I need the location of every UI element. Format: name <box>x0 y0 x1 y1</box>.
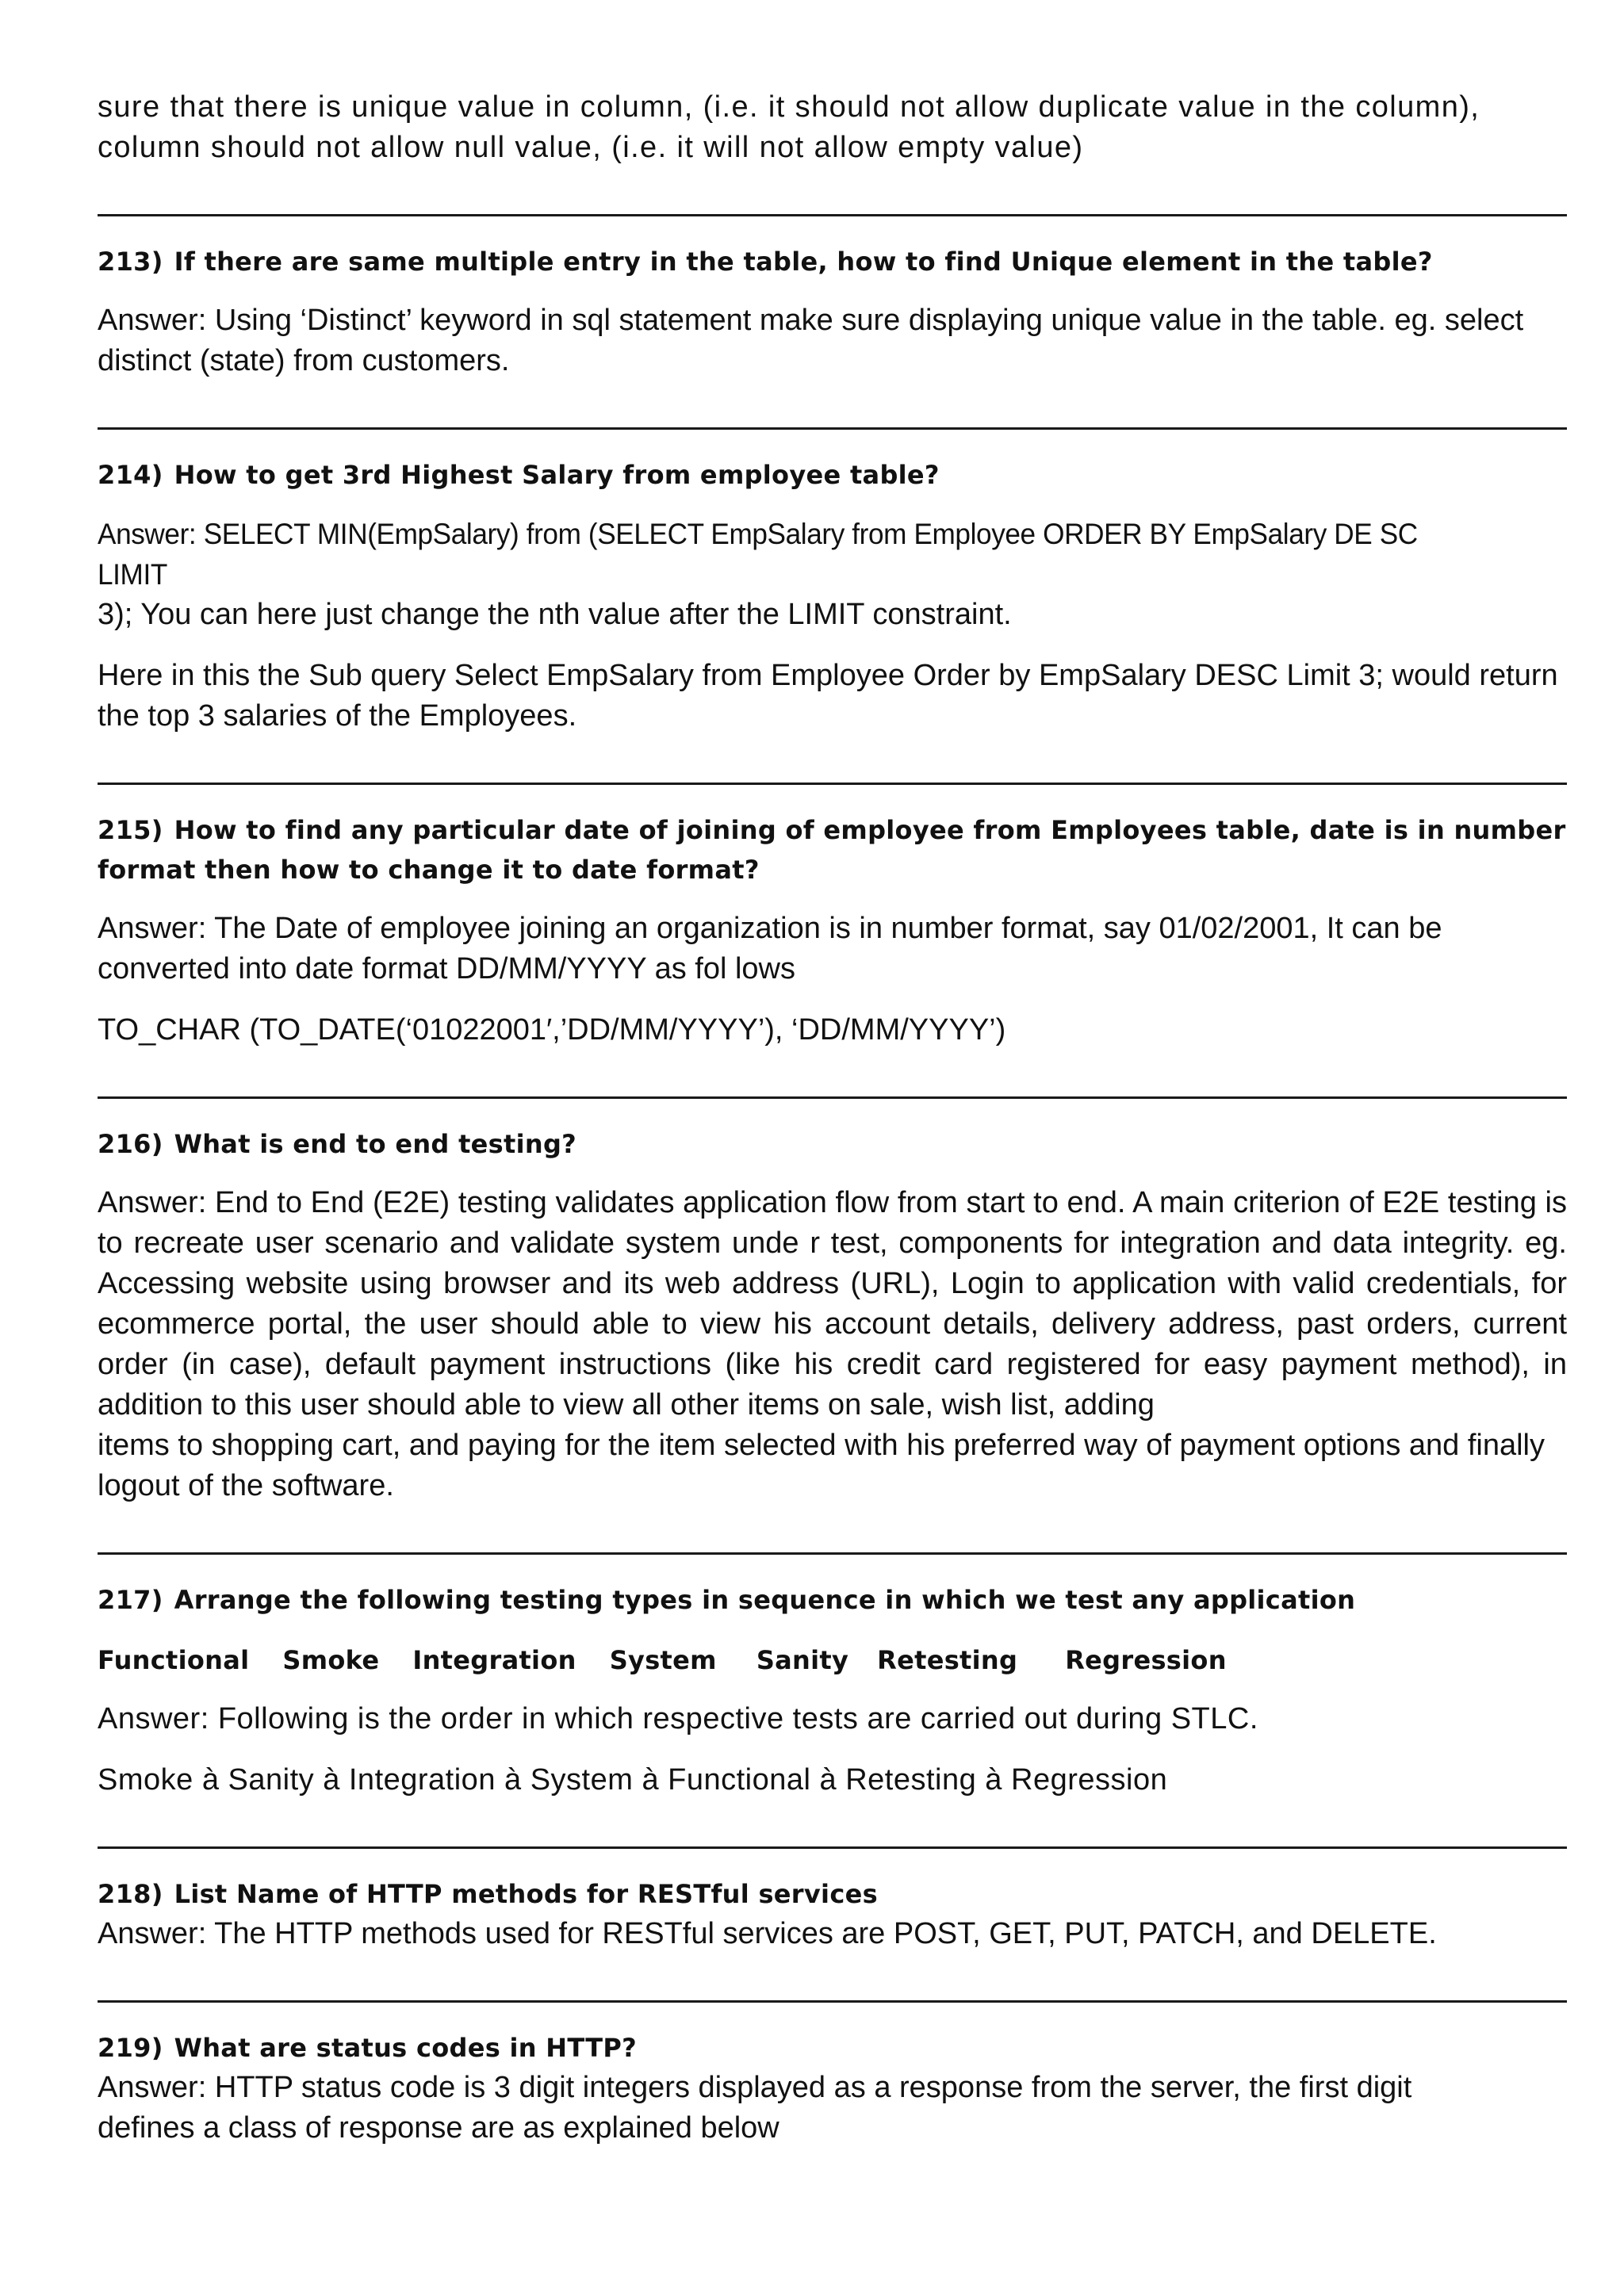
section-divider <box>98 1552 1567 1555</box>
question-215-heading <box>98 810 1567 890</box>
question-217-heading <box>98 1580 1567 1620</box>
testing-types-list <box>98 1640 1567 1680</box>
section-divider <box>98 2000 1567 2003</box>
answer-214-paragraph-2: Here in this the Sub query Select EmpSalary from Employee Order by EmpSalary DESC Limit 3; would return the top 3 salaries of the Employees. <box>98 659 1558 733</box>
answer-213: Answer: Using ‘Distinct’ keyword in sql statement make sure displaying unique value in the table. eg. select distinct (state) from customers. <box>98 304 1524 377</box>
question-218-heading <box>98 1874 1567 1914</box>
answer-217-sequence: Smoke à Sanity à Integration à System à Functional à Retesting à Regression <box>98 1763 1168 1797</box>
question-number: 215) <box>98 815 163 845</box>
answer-215-code: TO_CHAR (TO_DATE(‘01022001′,’DD/MM/YYYY’), ‘DD/MM/YYYY’) <box>98 1013 1006 1047</box>
testing-type: Retesting <box>877 1645 1018 1675</box>
question-219-heading <box>98 2028 1567 2068</box>
document-page <box>98 87 1567 2149</box>
answer-217: Answer: Following is the order in which respective tests are carried out during STLC. <box>98 1702 1258 1735</box>
testing-type: Sanity <box>756 1645 849 1675</box>
answer-218: Answer: The HTTP methods used for RESTful services are POST, GET, PUT, PATCH, and DELETE. <box>98 1917 1437 1950</box>
section-divider <box>98 427 1567 430</box>
question-text: What is end to end testing? <box>174 1129 577 1159</box>
answer-219-line-1: Answer: HTTP status code is 3 digit integers displayed as a response from the server, the first digit <box>98 2071 1412 2104</box>
question-number: 216) <box>98 1129 163 1159</box>
question-number: 217) <box>98 1585 163 1615</box>
section-divider <box>98 1096 1567 1099</box>
intro-line-2: column should not allow null value, (i.e. it will not allow empty value) <box>98 131 1084 164</box>
question-number: 214) <box>98 460 163 490</box>
question-text: If there are same multiple entry in the table, how to find Unique element in the table? <box>174 247 1433 277</box>
testing-type: System <box>609 1645 717 1675</box>
testing-type: Functional <box>98 1645 250 1675</box>
answer-219-line-2: defines a class of response are as explained below <box>98 2111 779 2145</box>
question-text: How to get 3rd Highest Salary from employee table? <box>174 460 940 490</box>
section-divider <box>98 1846 1567 1849</box>
answer-216-part-2: items to shopping cart, and paying for the item selected with his preferred way of payment options and finally logout of the software. <box>98 1429 1545 1502</box>
answer-214-line-2: 3); You can here just change the nth value after the LIMIT constraint. <box>98 598 1012 631</box>
question-text: List Name of HTTP methods for RESTful services <box>174 1879 878 1909</box>
question-text: Arrange the following testing types in sequence in which we test any application <box>174 1585 1356 1615</box>
question-216-heading <box>98 1124 1567 1164</box>
question-text: How to find any particular date of joining of employee from Employees table, date is in number format then how to change it to date format? <box>98 815 1566 885</box>
section-divider <box>98 783 1567 785</box>
question-number: 218) <box>98 1879 163 1909</box>
testing-type: Integration <box>412 1645 576 1675</box>
question-213-heading <box>98 242 1567 281</box>
question-text: What are status codes in HTTP? <box>174 2033 637 2063</box>
answer-214-line-1: Answer: SELECT MIN(EmpSalary) from (SELECT EmpSalary from Employee ORDER BY EmpSalary DE SC LIMIT <box>98 518 1418 591</box>
question-214-heading <box>98 455 1567 495</box>
answer-215: Answer: The Date of employee joining an organization is in number format, say 01/02/2001, It can be converted into date format DD/MM/YYYY as fol lows <box>98 912 1442 985</box>
answer-216-part-1: Answer: End to End (E2E) testing validates application flow from start to end. A main criterion of E2E testing is to recreate user scenario and validate system unde r test, components for integration and data integrity. eg. Accessing website using browser and its web address (URL), Login to application with valid credentials, for ecommerce portal, the user should able to view his account details, delivery address, past orders, current order (in case), default payment instructions (like his credit card registered for easy payment method), in addition to this user should able to view all other items on sale, wish list, adding <box>98 1186 1567 1422</box>
intro-line-1: sure that there is unique value in column, (i.e. it should not allow duplicate value in the column), <box>98 90 1480 124</box>
section-divider <box>98 214 1567 216</box>
testing-type: Regression <box>1065 1645 1227 1675</box>
question-number: 213) <box>98 247 163 277</box>
testing-type: Smoke <box>282 1645 380 1675</box>
question-number: 219) <box>98 2033 163 2063</box>
